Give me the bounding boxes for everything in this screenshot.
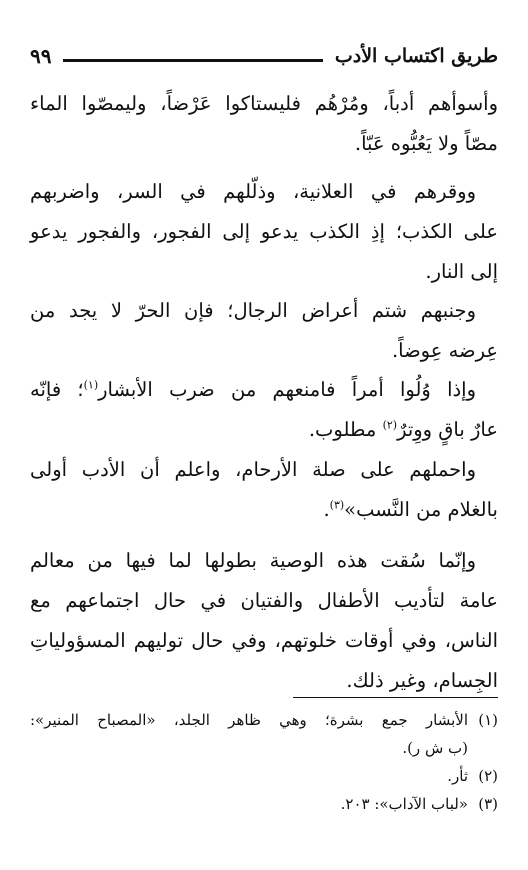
running-title: طريق اكتساب الأدب	[334, 45, 498, 67]
paragraph-line	[30, 490, 498, 530]
paragraph-line: على الكذب؛ إذِ الكذب يدعو إلى الفجور، والفجور يدعو	[30, 220, 498, 243]
footnote-ref-2: (٢)	[382, 418, 398, 432]
footnotes	[30, 706, 498, 818]
paragraph-line	[30, 410, 498, 450]
paragraph-6	[30, 541, 498, 701]
paragraph-line: وأسوأهم أدباً، ومُرْهُم فليستاكوا عَرْضاً، وليمصّوا الماء	[30, 92, 498, 115]
footnote-line: ثأر.	[447, 767, 468, 785]
footnote-2	[30, 762, 498, 790]
paragraph-1	[30, 84, 498, 164]
line-text: عارٌ باقٍ ووِترٌ	[397, 418, 498, 441]
footnote-line: «لباب الآداب»: ٢٠٣.	[340, 795, 468, 813]
paragraph-line: إلى النار.	[425, 260, 498, 283]
paragraph-line: وجنبهم شتم أعراض الرجال؛ فإن الحرّ لا يجد من	[30, 299, 476, 322]
line-text: .	[323, 498, 330, 521]
paragraph-line: الجِسام، وغير ذلك.	[346, 669, 498, 692]
paragraph-line: مصّاً ولا يَعُبُّوه عَبّاً.	[354, 132, 498, 155]
paragraph-line: واحملهم على صلة الأرحام، واعلم أن الأدب أولى	[30, 458, 476, 481]
paragraph-2	[30, 172, 498, 292]
paragraph-line: وإنّما سُقت هذه الوصية بطولها لما فيها من معالم	[30, 549, 476, 572]
line-text: مطلوب.	[308, 418, 383, 441]
line-text: بالغلام من النَّسب»	[344, 498, 498, 521]
page-number: ٩٩	[30, 44, 52, 68]
footnote-3	[30, 790, 498, 818]
footnote-number: (١)	[478, 711, 498, 729]
footnote-number: (٣)	[478, 795, 498, 813]
paragraph-line: ووقرهم في العلانية، وذلّلهم في السر، واضربهم	[30, 180, 476, 203]
paragraph-line: عامة لتأديب الأطفال والفتيان في حال اجتماعهم مع	[30, 589, 498, 612]
page-header	[30, 42, 498, 70]
paragraph-line: عِرضه عِوضاً.	[391, 339, 498, 362]
footnote-1	[30, 706, 498, 762]
footnote-ref-3: (٣)	[329, 498, 345, 512]
footnote-ref-1: (١)	[83, 378, 99, 392]
paragraph-3	[30, 291, 498, 371]
header-rule	[63, 59, 322, 62]
footnote-separator	[293, 697, 498, 698]
footnote-line: (ب ش ر).	[402, 739, 468, 757]
footnote-line: الأبشار جمع بشرة؛ وهي ظاهر الجلد، «المصباح المنير»:	[30, 711, 468, 729]
footnote-number: (٢)	[478, 767, 498, 785]
paragraph-4	[30, 370, 498, 450]
line-text: وإذا وُلُوا أمراً فامنعهم من ضرب الأبشار	[98, 378, 477, 401]
line-text: ؛ فإنّه	[30, 378, 84, 401]
paragraph-5	[30, 450, 498, 530]
paragraph-line: الناس، وفي أوقات خلوتهم، وفي حال توليهم المسؤولياتِ	[30, 629, 498, 652]
paragraph-line	[30, 370, 498, 410]
